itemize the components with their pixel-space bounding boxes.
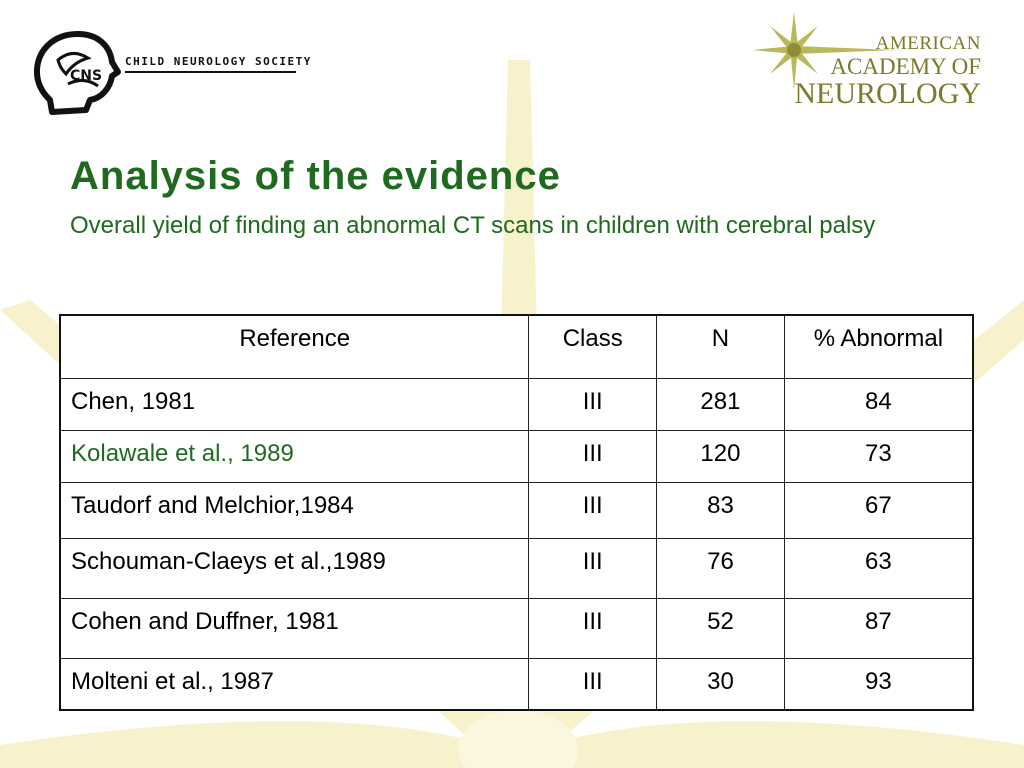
cell-percent-abnormal: 84 <box>784 378 973 430</box>
table-row <box>60 658 973 710</box>
slide-title: Analysis of the evidence <box>70 154 561 198</box>
cell-reference: Chen, 1981 <box>60 378 529 430</box>
cell-class: III <box>529 482 657 538</box>
table-row <box>60 598 973 658</box>
background-arc-right <box>565 721 1024 768</box>
cell-class: III <box>529 658 657 710</box>
header-n: N <box>657 315 785 378</box>
cell-reference: Molteni et al., 1987 <box>60 658 529 710</box>
cell-percent-abnormal: 63 <box>784 538 973 598</box>
cell-percent-abnormal: 67 <box>784 482 973 538</box>
cell-n: 83 <box>657 482 785 538</box>
cell-n: 52 <box>657 598 785 658</box>
cell-reference: Taudorf and Melchior,1984 <box>60 482 529 538</box>
cell-reference: Cohen and Duffner, 1981 <box>60 598 529 658</box>
table-row <box>60 430 973 482</box>
background-arc-left <box>0 721 470 768</box>
header-class: Class <box>529 315 657 378</box>
child-neurology-society-logo <box>28 26 312 118</box>
header-reference: Reference <box>60 315 529 378</box>
evidence-table <box>59 314 974 711</box>
aan-wordmark <box>794 34 981 109</box>
cell-n: 76 <box>657 538 785 598</box>
cell-reference: Kolawale et al., 1989 <box>60 430 529 482</box>
cns-monogram: CNS <box>70 68 103 84</box>
cell-class: III <box>529 538 657 598</box>
cell-class: III <box>529 430 657 482</box>
cell-percent-abnormal: 87 <box>784 598 973 658</box>
cell-n: 120 <box>657 430 785 482</box>
cell-class: III <box>529 378 657 430</box>
cell-percent-abnormal: 93 <box>784 658 973 710</box>
table-row <box>60 482 973 538</box>
cell-n: 30 <box>657 658 785 710</box>
cns-underline <box>28 26 308 118</box>
table-row <box>60 378 973 430</box>
american-academy-of-neurology-logo <box>748 10 1008 110</box>
cell-reference: Schouman-Claeys et al.,1989 <box>60 538 529 598</box>
header-percent-abnormal: % Abnormal <box>784 315 973 378</box>
table-row <box>60 538 973 598</box>
cell-percent-abnormal: 73 <box>784 430 973 482</box>
table-header-row <box>60 315 973 378</box>
cell-n: 281 <box>657 378 785 430</box>
aan-line-american: AMERICAN <box>875 33 981 54</box>
slide-subtitle: Overall yield of finding an abnormal CT scans in children with cerebral palsy <box>70 212 876 239</box>
aan-line-neurology: NEUROLOGY <box>794 77 981 110</box>
cns-wordmark: CHILD NEUROLOGY SOCIETY <box>125 55 312 68</box>
aan-line-academy-of: ACADEMY OF <box>830 54 981 79</box>
cell-class: III <box>529 598 657 658</box>
